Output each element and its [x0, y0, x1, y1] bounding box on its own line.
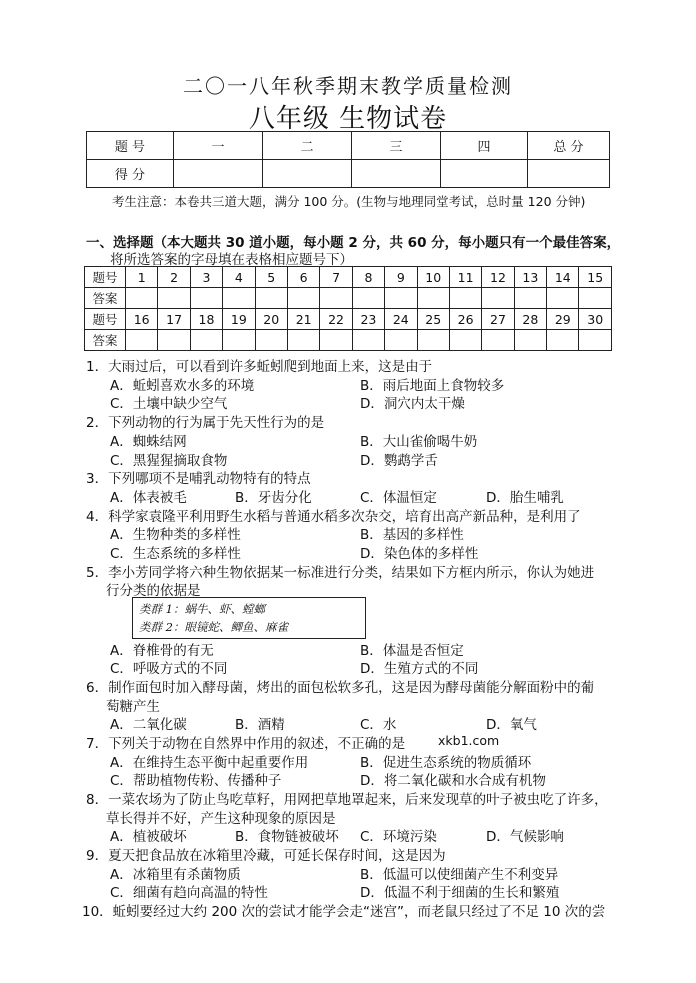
option-5a: A．脊椎骨的有无 [110, 643, 214, 659]
answer-table [84, 266, 612, 351]
option-3c: C．体温恒定 [360, 490, 437, 506]
table-cell: 三 [352, 132, 441, 160]
answer-cell[interactable] [579, 288, 612, 309]
answer-cell[interactable] [158, 288, 190, 309]
answer-cell[interactable] [352, 330, 384, 351]
table-cell: 一 [174, 132, 263, 160]
option-1a: A．蚯蚓喜欢水多的环境 [110, 378, 255, 394]
table-cell: 17 [158, 309, 190, 330]
table-cell: 4 [223, 267, 255, 288]
group-1-label: 类群 1：蜗牛、虾、螳螂 [139, 602, 265, 616]
option-3d: D．胎生哺乳 [486, 490, 564, 506]
answer-cell[interactable] [385, 288, 417, 309]
question-5-stem-cont: 行分类的依据是 [106, 583, 201, 599]
table-cell: 16 [126, 309, 158, 330]
table-cell: 2 [158, 267, 190, 288]
answer-cell[interactable] [352, 288, 384, 309]
section-heading-cont: 将所选答案的字母填在表格相应题号下） [110, 252, 353, 268]
option-7a: A．在维持生态平衡中起重要作用 [110, 755, 309, 771]
answer-cell[interactable] [287, 330, 319, 351]
option-8c: C．环境污染 [360, 829, 437, 845]
table-cell: 答案 [85, 330, 126, 351]
option-1b: B．雨后地面上食物较多 [360, 378, 505, 394]
exam-title: 八年级 生物试卷 [248, 104, 448, 134]
table-cell: 20 [255, 309, 287, 330]
answer-cell[interactable] [223, 288, 255, 309]
table-cell: 题号 [85, 267, 126, 288]
option-3b: B．牙齿分化 [235, 490, 312, 506]
answer-table-row [85, 330, 612, 351]
table-cell: 10 [417, 267, 449, 288]
table-cell: 得 分 [87, 160, 174, 188]
answer-cell[interactable] [126, 288, 158, 309]
score-input-cell[interactable] [174, 160, 263, 188]
option-4a: A．生物种类的多样性 [110, 527, 241, 543]
option-8b: B．食物链被破坏 [235, 829, 339, 845]
table-cell: 12 [482, 267, 514, 288]
table-cell: 29 [547, 309, 579, 330]
answer-cell[interactable] [158, 330, 190, 351]
answer-cell[interactable] [385, 330, 417, 351]
answer-cell[interactable] [190, 330, 222, 351]
option-2d: D．鹦鹉学舌 [360, 453, 438, 469]
question-4-stem: 4．科学家袁隆平利用野生水稻与普通水稻多次杂交，培育出高产新品种，是利用了 [86, 509, 581, 525]
answer-cell[interactable] [190, 288, 222, 309]
question-8-stem: 8．一菜农场为了防止鸟吃草籽，用网把草地罩起来，后来发现草的叶子被虫吃了许多， [86, 792, 608, 808]
answer-cell[interactable] [482, 330, 514, 351]
option-7b: B．促进生态系统的物质循环 [360, 755, 532, 771]
table-cell: 18 [190, 309, 222, 330]
table-cell: 21 [287, 309, 319, 330]
option-1d: D．洞穴内太干燥 [360, 396, 465, 412]
score-table [86, 131, 610, 188]
table-cell: 3 [190, 267, 222, 288]
question-3-stem: 3．下列哪项不是哺乳动物特有的特点 [86, 471, 311, 487]
table-cell: 总 分 [528, 132, 610, 160]
answer-cell[interactable] [547, 288, 579, 309]
exam-notice: 考生注意：本卷共三道大题，满分 100 分。(生物与地理同堂考试，总时量 120 分钟) [112, 194, 586, 209]
table-cell: 27 [482, 309, 514, 330]
option-6b: B．酒精 [235, 717, 285, 733]
table-cell: 23 [352, 309, 384, 330]
answer-cell[interactable] [255, 330, 287, 351]
group-2-label: 类群 2：眼镜蛇、鲫鱼、麻雀 [139, 620, 288, 634]
answer-cell[interactable] [482, 288, 514, 309]
question-1-stem: 1．大雨过后，可以看到许多蚯蚓爬到地面上来，这是由于 [86, 359, 433, 375]
table-cell: 26 [449, 309, 481, 330]
table-cell: 四 [441, 132, 528, 160]
table-cell: 25 [417, 309, 449, 330]
question-6-stem: 6．制作面包时加入酵母菌，烤出的面包松软多孔，这是因为酵母菌能分解面粉中的葡 [86, 680, 595, 696]
table-cell: 15 [579, 267, 612, 288]
option-9a: A．冰箱里有杀菌物质 [110, 867, 241, 883]
option-2a: A．蜘蛛结网 [110, 434, 187, 450]
score-input-cell[interactable] [263, 160, 352, 188]
table-cell: 题 号 [87, 132, 174, 160]
answer-cell[interactable] [579, 330, 612, 351]
table-cell: 14 [547, 267, 579, 288]
option-8a: A．植被破坏 [110, 829, 187, 845]
question-2-stem: 2．下列动物的行为属于先天性行为的是 [86, 415, 325, 431]
section-heading: 一、选择题（本大题共 30 道小题，每小题 2 分，共 60 分，每小题只有一个最佳答案， [86, 235, 621, 251]
table-cell: 30 [579, 309, 612, 330]
question-10-stem: 10．蚯蚓要经过大约 200 次的尝试才能学会走“迷宫”，而老鼠只经过了不足 10 次的尝 [82, 904, 606, 920]
classification-box [132, 597, 366, 639]
question-7-stem: 7．下列关于动物在自然界中作用的叙述，不正确的是 [86, 736, 406, 752]
option-9b: B．低温可以使细菌产生不利变异 [360, 867, 559, 883]
table-cell: 9 [385, 267, 417, 288]
table-cell: 7 [320, 267, 352, 288]
option-7d: D．将二氧化碳和水合成有机物 [360, 773, 546, 789]
option-7c: C．帮助植物传粉、传播种子 [110, 773, 282, 789]
answer-cell[interactable] [547, 330, 579, 351]
question-6-stem-cont: 萄糖产生 [106, 699, 160, 715]
table-cell: 5 [255, 267, 287, 288]
option-5d: D．生殖方式的不同 [360, 661, 479, 677]
answer-cell[interactable] [223, 330, 255, 351]
question-5-stem: 5．李小芳同学将六种生物依据某一标准进行分类，结果如下方框内所示，你认为她进 [86, 565, 595, 581]
table-cell: 19 [223, 309, 255, 330]
score-input-cell[interactable] [441, 160, 528, 188]
option-4d: D．染色体的多样性 [360, 546, 479, 562]
option-3a: A．体表被毛 [110, 490, 187, 506]
option-2b: B．大山雀偷喝牛奶 [360, 434, 478, 450]
answer-cell[interactable] [514, 288, 546, 309]
option-4c: C．生态系统的多样性 [110, 546, 241, 562]
answer-table-row [85, 288, 612, 309]
table-cell: 8 [352, 267, 384, 288]
option-4b: B．基因的多样性 [360, 527, 464, 543]
option-9d: D．低温不利于细菌的生长和繁殖 [360, 885, 560, 901]
option-5b: B．体温是否恒定 [360, 643, 464, 659]
option-8d: D．气候影响 [486, 829, 564, 845]
option-6c: C．水 [360, 717, 397, 733]
table-cell: 24 [385, 309, 417, 330]
question-8-stem-cont: 草长得并不好，产生这种现象的原因是 [106, 811, 336, 827]
answer-cell[interactable] [449, 330, 481, 351]
score-input-cell[interactable] [352, 160, 441, 188]
answer-cell[interactable] [320, 330, 352, 351]
watermark-text: xkb1.com [438, 733, 500, 748]
answer-cell[interactable] [126, 330, 158, 351]
table-cell: 答案 [85, 288, 126, 309]
score-table-score-row [87, 160, 610, 188]
score-input-cell[interactable] [528, 160, 610, 188]
answer-cell[interactable] [287, 288, 319, 309]
option-9c: C．细菌有趋向高温的特性 [110, 885, 268, 901]
answer-cell[interactable] [449, 288, 481, 309]
answer-cell[interactable] [320, 288, 352, 309]
answer-cell[interactable] [514, 330, 546, 351]
question-9-stem: 9．夏天把食品放在冰箱里冷藏，可延长保存时间，这是因为 [86, 848, 446, 864]
table-cell: 22 [320, 309, 352, 330]
option-6d: D．氧气 [486, 717, 537, 733]
table-cell: 28 [514, 309, 546, 330]
answer-table-row [85, 309, 612, 330]
table-cell: 二 [263, 132, 352, 160]
answer-cell[interactable] [417, 288, 449, 309]
answer-cell[interactable] [255, 288, 287, 309]
table-cell: 题号 [85, 309, 126, 330]
table-cell: 11 [449, 267, 481, 288]
option-1c: C．土壤中缺少空气 [110, 396, 228, 412]
option-5c: C．呼吸方式的不同 [110, 661, 228, 677]
option-6a: A．二氧化碳 [110, 717, 187, 733]
answer-table-row [85, 267, 612, 288]
answer-cell[interactable] [417, 330, 449, 351]
option-2c: C．黑猩猩摘取食物 [110, 453, 228, 469]
exam-subtitle: 二〇一八年秋季期末教学质量检测 [183, 74, 513, 98]
table-cell: 6 [287, 267, 319, 288]
score-table-header-row [87, 132, 610, 160]
table-cell: 1 [126, 267, 158, 288]
table-cell: 13 [514, 267, 546, 288]
